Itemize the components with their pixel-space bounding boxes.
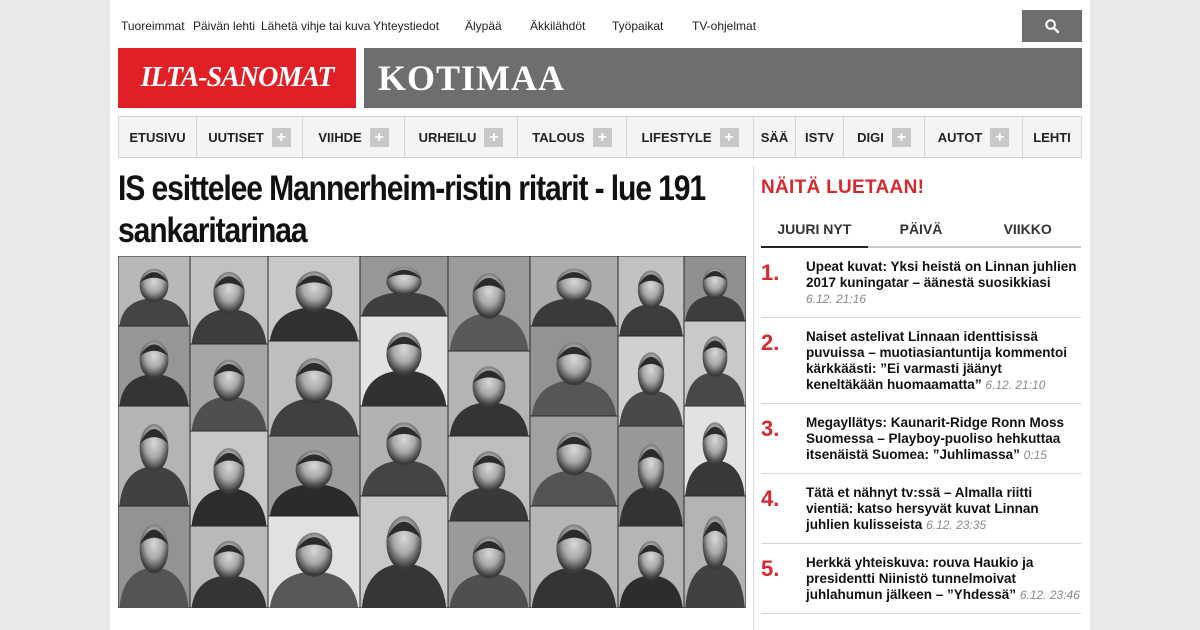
list-item[interactable] [761, 248, 1081, 318]
nav-item-label: URHEILU [418, 129, 477, 145]
headline-text: Herkkä yhteiskuva: rouva Haukio ja presidentti Niinistö tunnelmoivat juhlahumun jälkeen – ”Yhdessä” [806, 555, 1034, 602]
list-item[interactable] [761, 544, 1081, 614]
nav-item-etusivu[interactable] [119, 117, 197, 157]
topnav-link-paivan-lehti[interactable]: Päivän lehti [193, 19, 256, 33]
nav-item-viihde[interactable] [303, 117, 405, 157]
column-divider [753, 166, 754, 630]
headline-text: Megayllätys: Kaunarit-Ridge Ronn Moss Suomessa – Playboy-puoliso hehkuttaa itsenäistä Suomea: ”Juhlimassa” [806, 415, 1065, 462]
tab-viikko[interactable]: VIIKKO [1003, 221, 1052, 237]
nav-item-label: UUTISET [208, 129, 264, 145]
timestamp: 6.12. 21:10 [985, 378, 1046, 392]
section-title: KOTIMAA [378, 58, 565, 98]
headline-link[interactable] [806, 555, 1081, 603]
topnav-link-tv-ohjelmat[interactable]: TV-ohjelmat [692, 19, 757, 33]
nav-item-label: AUTOT [937, 129, 983, 145]
nav-item-lehti[interactable] [1023, 117, 1081, 157]
most-read-list [761, 248, 1081, 614]
topnav-link-tyopaikat[interactable]: Työpaikat [612, 19, 664, 33]
portrait-collage-image [118, 256, 746, 608]
expand-plus-icon[interactable]: + [892, 128, 911, 147]
headline-text: Tätä et nähnyt tv:ssä – Almalla riitti vientiä: katso hersyvät kuvat Linnan juhlien kulisseista [806, 485, 1039, 532]
nav-item-talous[interactable] [518, 117, 627, 157]
list-item[interactable] [761, 404, 1081, 474]
nav-item-uutiset[interactable] [197, 117, 303, 157]
list-item[interactable] [761, 318, 1081, 404]
nav-item-autot[interactable] [925, 117, 1023, 157]
search-icon [1045, 19, 1059, 33]
expand-plus-icon[interactable]: + [370, 128, 389, 147]
headline-link[interactable] [806, 485, 1081, 533]
expand-plus-icon[interactable]: + [593, 128, 612, 147]
rank-number: 3. [761, 416, 780, 441]
headline-text: Naiset astelivat Linnaan identtisissä puvuissa – muotiasiantuntija kommentoi kärkkäästi: ”Ei varmasti jäänyt keneltäkään huomaamatta” [806, 329, 1068, 392]
headline-link[interactable] [806, 329, 1081, 393]
nav-item-label: TALOUS [532, 129, 585, 145]
expand-plus-icon[interactable]: + [272, 128, 291, 147]
rank-number: 5. [761, 556, 780, 581]
expand-plus-icon[interactable]: + [990, 128, 1009, 147]
timestamp: 0:15 [1023, 448, 1047, 462]
nav-item-digi[interactable] [844, 117, 925, 157]
topnav-link-yhteystiedot[interactable]: Yhteystiedot [373, 19, 440, 33]
nav-item-label: ISTV [805, 129, 834, 145]
most-read-tabs [761, 212, 1081, 248]
nav-item-label: ETUSIVU [129, 129, 186, 145]
headline-link[interactable] [806, 259, 1081, 307]
rank-number: 1. [761, 260, 780, 285]
expand-plus-icon[interactable]: + [720, 128, 739, 147]
top-navigation [110, 0, 1090, 48]
rank-number: 4. [761, 486, 780, 511]
nav-item-label: SÄÄ [760, 129, 789, 145]
headline-text: Upeat kuvat: Yksi heistä on Linnan juhlien 2017 kuningatar – äänestä suosikkiasi [806, 259, 1077, 290]
topnav-link-akkilahdot[interactable]: Äkkilähdöt [530, 19, 586, 33]
tab-paiva[interactable]: PÄIVÄ [899, 221, 943, 237]
nav-item-label: LIFESTYLE [641, 129, 712, 145]
nav-item-label: VIIHDE [318, 129, 362, 145]
main-navigation [118, 116, 1082, 158]
timestamp: 6.12. 23:46 [1019, 588, 1080, 602]
headline-link[interactable] [806, 415, 1081, 463]
search-button[interactable] [1022, 10, 1082, 42]
nav-item-saa[interactable] [754, 117, 796, 157]
topnav-link-laheta-vihje[interactable]: Lähetä vihje tai kuva [261, 19, 371, 33]
tab-juuri-nyt[interactable]: JUURI NYT [761, 212, 868, 246]
expand-plus-icon[interactable]: + [484, 128, 503, 147]
topnav-link-alypaa[interactable]: Älypää [465, 19, 502, 33]
nav-item-label: LEHTI [1033, 129, 1071, 145]
most-read-title: NÄITÄ LUETAAN! [761, 177, 925, 198]
article-headline[interactable]: IS esittelee Mannerheim-ristin ritarit - lue 191 sankaritarinaa [118, 169, 706, 250]
nav-item-urheilu[interactable] [405, 117, 518, 157]
article-hero-image[interactable] [118, 256, 746, 608]
timestamp: 6.12. 23:35 [926, 518, 987, 532]
list-item[interactable] [761, 474, 1081, 544]
logo-text: ILTA-SANOMAT [140, 62, 334, 93]
rank-number: 2. [761, 330, 780, 355]
nav-item-lifestyle[interactable] [627, 117, 754, 157]
nav-item-label: DIGI [857, 129, 884, 145]
section-header [364, 48, 1082, 108]
site-logo[interactable] [118, 48, 356, 108]
timestamp: 6.12. 21:16 [806, 292, 867, 306]
topnav-link-tuoreimmat[interactable]: Tuoreimmat [121, 19, 185, 33]
nav-item-istv[interactable] [796, 117, 844, 157]
page [110, 0, 1090, 630]
